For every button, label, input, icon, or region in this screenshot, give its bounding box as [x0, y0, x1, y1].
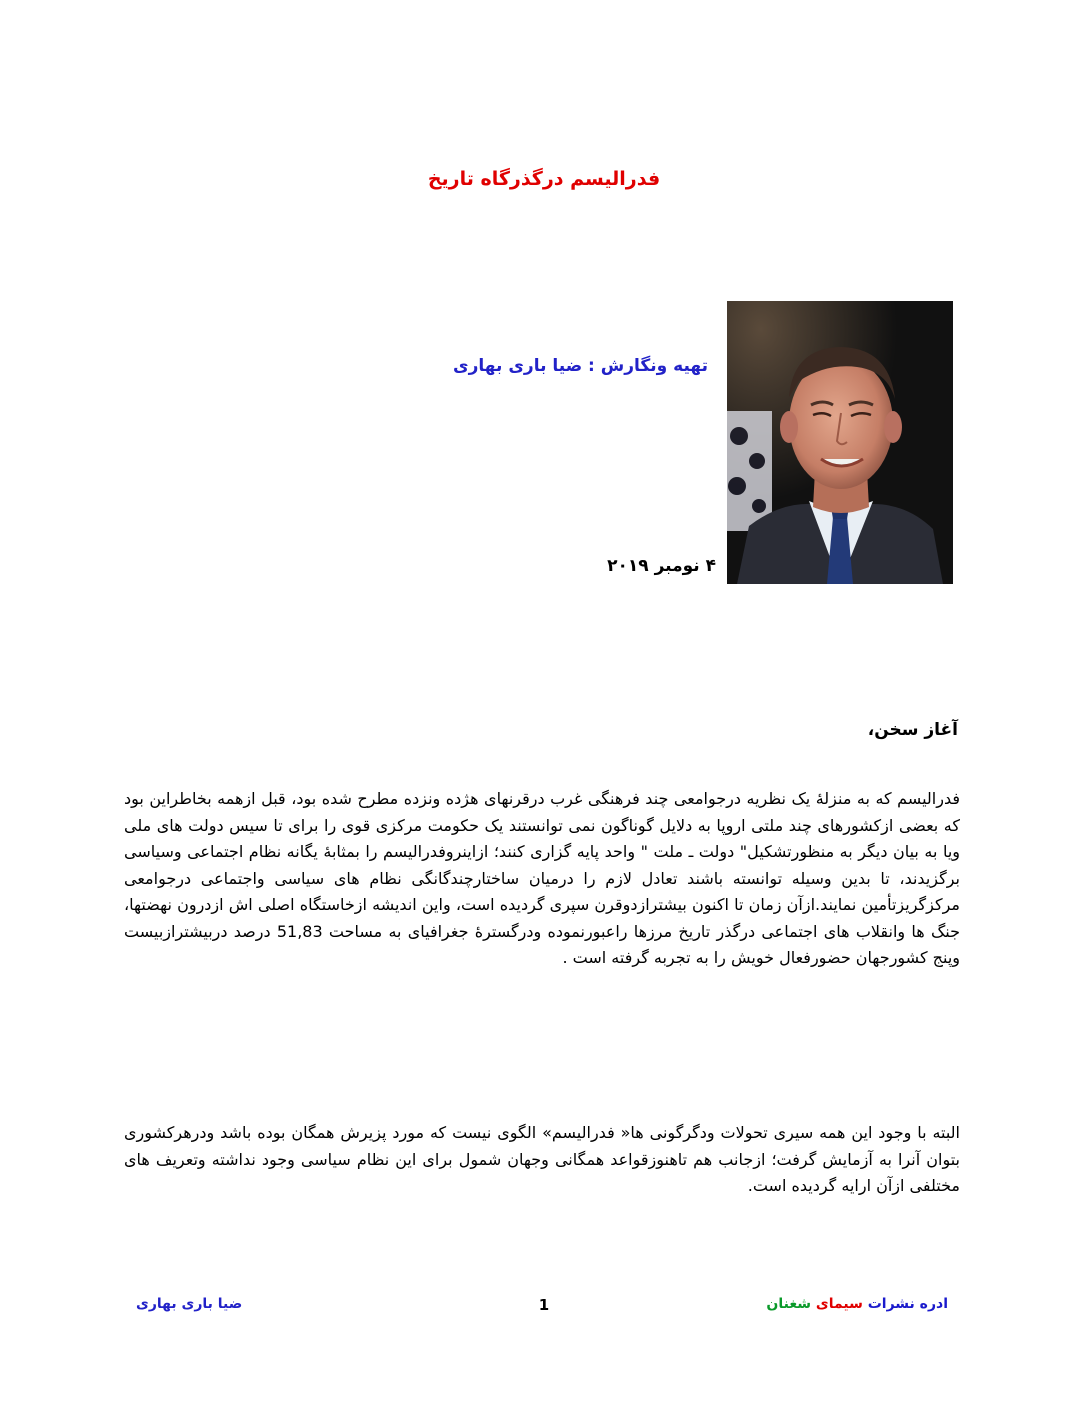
- page-title: فدرالیسم درگذرگاه تاریخ: [427, 168, 661, 190]
- publication-date: ۴ نومبر ۲۰۱۹: [607, 556, 716, 576]
- body-paragraph: فدرالیسم که به منزلهٔ یک نظریه درجوامعی چند فرهنگی غرب درقرنهای هژده ونزده مطرح شده بود، قبل ازهمه بخاطراین بود که بعضی ازکشورهای چند ملتی اروپا به دلایل گوناگون نمی توانستند یک حکومت مرکزی قوی را برای تا سیس دولت های ملی ویا به بیان دیگر به منظورتشکیل" دولت ـ ملت " واحد پایه گزاری کنند؛ ازاینروفدرالیسم را بمثابهٔ یگانه نظام اجتماعی وسیاسی برگزیدند، تا بدین وسیله توانسته باشند تعادل لازم را درمیان ساختارچندگانگی نظام های سیاسی واجتماعی درجوامعی مرکزگریزتأمین نمایند.ازآن زمان تا اکنون بیشترازدوقرن سپری گردیده است، واین اندیشه ازخاستگاه اصلی اش ازدرون نهضتها، جنگ ها وانقلاب های اجتماعی درگذر تاریخ مرزها راعبورنموده ودرگسترهٔ جغرافیای به مساحت 51,83 درصد دربیشترازبیست وپنج کشورجهان حضورفعال خویش را به تجربه گرفته است .: [124, 789, 960, 967]
- footer-author: ضیا باری بهاری: [136, 1296, 243, 1312]
- section-heading: آغاز سخن،: [867, 720, 958, 740]
- footer-publisher-prefix: ادره نشرات: [862, 1296, 948, 1312]
- author-byline: تهیه ونگارش : ضیا باری بهاری: [453, 356, 708, 376]
- page-footer: [0, 1296, 1088, 1320]
- page-number: 1: [538, 1296, 550, 1314]
- author-portrait-photo: [727, 301, 953, 584]
- footer-publisher-name: شغنان: [766, 1296, 812, 1312]
- footer-publisher-mid: سیمای: [811, 1296, 863, 1312]
- body-paragraph: البته با وجود این همه سیری تحولات ودگرگونی ها« فدرالیسم» الگوی نیست که مورد پزیرش همگان بوده باشد ودرهرکشوری بتوان آنرا به آزمایش گرفت؛ ازجانب هم تاهنوزقواعد همگانی وجهان شمول برای این نظام سیاسی وجود نداشته وتعریف های مختلفی ازآن ارایه گردیده است.: [124, 1123, 960, 1195]
